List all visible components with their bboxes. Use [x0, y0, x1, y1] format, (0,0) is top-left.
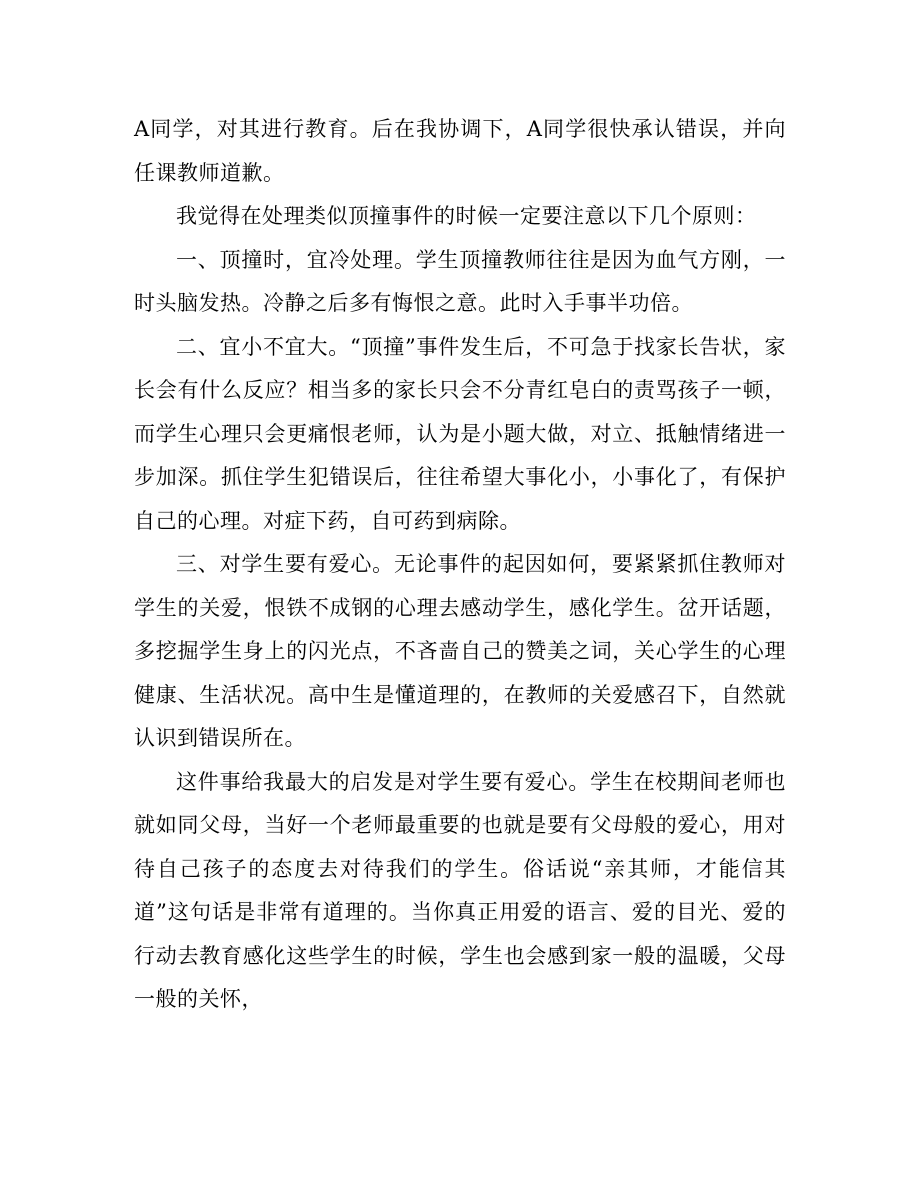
paragraph-5: 三、对学生要有爱心。无论事件的起因如何，要紧紧抓住教师对学生的关爱，恨铁不成钢的心理去感动学生，感化学生。岔开话题，多挖掘学生身上的闪光点，不吝啬自己的赞美之词，关心学生的心理健康、生活状况。高中生是懂道理的，在教师的关爱感召下，自然就认识到错误所在。 [134, 552, 786, 750]
paragraph-4: 二、宜小不宜大。“顶撞”事件发生后，不可急于找家长告状，家长会有什么反应？相当多的家长只会不分青红皂白的责骂孩子一顿，而学生心理只会更痛恨老师，认为是小题大做，对立、抵触情绪进一步加深。抓住学生犯错误后，往往希望大事化小，小事化了，有保护自己的心理。对症下药，自可药到病除。 [134, 334, 786, 533]
paragraph-6: 这件事给我最大的启发是对学生要有爱心。学生在校期间老师也就如同父母，当好一个老师最重要的也就是要有父母般的爱心，用对待自己孩子的态度去对待我们的学生。俗话说“亲其师，才能信其道”这句话是非常有道理的。当你真正用爱的语言、爱的目光、爱的行动去教育感化这些学生的时候，学生也会感到家一般的温暖，父母一般的关怀， [134, 769, 786, 1011]
document-page [134, 108, 786, 1022]
paragraph-3: 一、顶撞时，宜冷处理。学生顶撞教师往往是因为血气方刚，一时头脑发热。冷静之后多有悔恨之意。此时入手事半功倍。 [134, 247, 786, 315]
paragraph-2: 我觉得在处理类似顶撞事件的时候一定要注意以下几个原则： [176, 204, 757, 228]
paragraph-1: A同学，对其进行教育。后在我协调下，A同学很快承认错误，并向任课教师道歉。 [134, 117, 786, 185]
